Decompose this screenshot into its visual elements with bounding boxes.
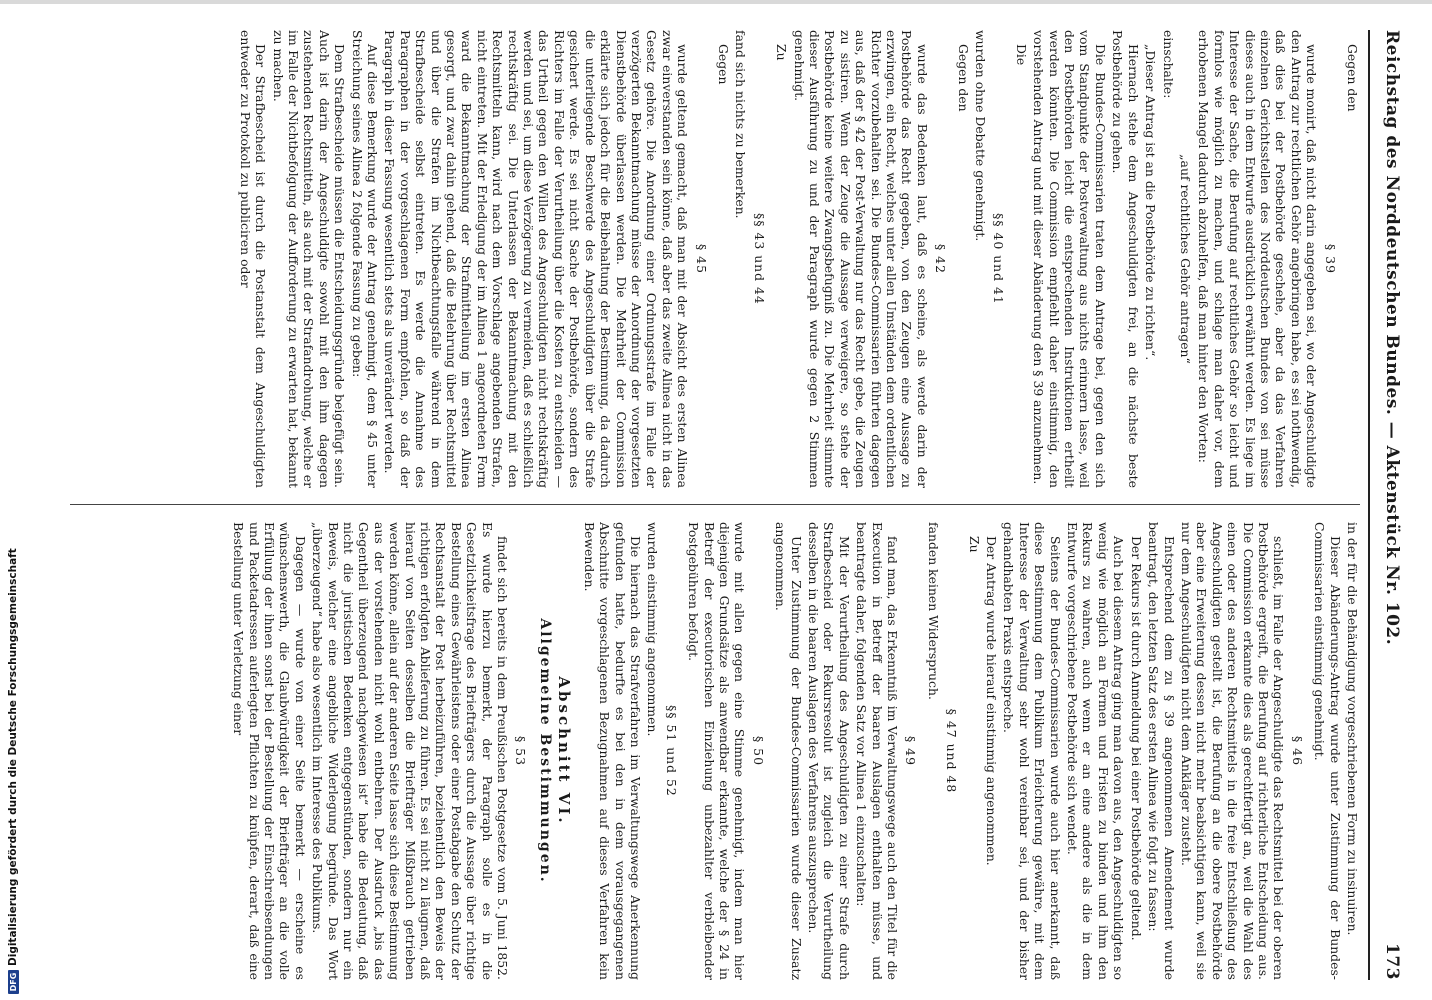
rotated-page	[56, 30, 1406, 980]
paragraph: Der Strafbescheid ist durch die Postanstalt dem Angeschuldigten entweder zu Protokoll zu publiciren oder	[237, 30, 269, 488]
section-number: § 46	[1289, 736, 1305, 766]
paragraph: fand sich nichts zu bemerken.	[733, 30, 749, 219]
paragraph: Entsprechend dem zu § 39 angenommenen Amendement wurde beantragt, den letzten Satz des ersten Alinea wie folgt zu fassen:	[1146, 522, 1177, 980]
running-title: Reichstag des Norddeutschen Bundes. — Aktenstück Nr. 102.	[1382, 30, 1402, 646]
scan-edge	[0, 0, 1432, 4]
paragraph: Gegen den	[1345, 44, 1360, 112]
paragraph: Zu	[774, 44, 790, 61]
paragraph: wurde monirt, daß nicht darin angegeben sei, wo der Angeschuldigte den Antrag zur rechtlichen Gehör angebringen habe, es sei nothwendig, daß dies bei der Postbehörde geschehe, aber da das Verfahren einzelnen Gerichtsstellen des Norddeutschen Bundes von sei müsse dieses auch in dem Entwurfe ausdrücklich erwähnt werden. Es liege im Interesse der Sache, die Berufung auf rechtliches Gehör so leicht und formlos wie möglich zu machen, und schlage man daher vor, dem erhobenen Mangel dadurch abzuhelfen, daß man hinter den Worten:	[1196, 30, 1320, 488]
dfg-logo: DFG	[8, 970, 19, 994]
page-number: 173	[1382, 943, 1402, 980]
paragraph: fand man, das Erkenntniß im Verwaltungswege auch den Titel für die Execution in Betreff der baaren Auslagen enthalten müsse, und beantragte daher, folgenden Satz vor Alinea 1 einzuschalten:	[854, 522, 901, 980]
paragraph: Hiernach stehe dem Angeschuldigten frei, an die nächste beste Postbehörde zu gehen.	[1110, 30, 1141, 488]
paragraph: Dieser Abänderungs-Antrag wurde unter Zustimmung der Bundes-Commissarien einstimmig genehmigt.	[1312, 522, 1343, 980]
paragraph: findet sich bereits in dem Preußischen Postgesetze vom 5. Juni 1852. Es wurde hierzu bemerkt, der Paragraph solle es in die Gesetzlichkeitsfrage des Briefträgers durch die Aussage über richtige Bestellung eines Gewährleistens oder einer Postabgabe den Schutz der Rechtsanstalt der Post herbeizuführen, beziehentlich den Beweis der richtigen erfolgten Ablieferung zu führen. Es sei nicht zu läugnen, daß hierauf von Seiten desselben die Briefträger Mißbrauch getrieben werden könne, allein auf der anderen Seite lasse sich diese Bestimmung aus der vorstehenden nicht wohl entbehren. Der Ausdruck „bis das Gegentheil überzeugend nachgewiesen ist“ habe die Bedeutung, daß nicht die juristischen Bedenken entgegenstünden, sondern nur ein Beweis, welcher eine angebliche Widerlegung begründe. Das Wort „überzeugend“ habe also wesentlich im Interesse des Publikums.	[310, 522, 511, 980]
paragraph: wurden einstimmig angenommen.	[645, 522, 661, 737]
section-number: §§ 40 und 41	[991, 213, 1007, 305]
paragraph: fanden keinen Widerspruch.	[925, 522, 941, 700]
chapter-subheading: Allgemeine Bestimmungen.	[536, 618, 553, 884]
section-number: § 53	[513, 736, 529, 766]
paragraph: Unter Zustimmung der Bundes-Commissarien wurde dieser Zusatz angenommen.	[773, 522, 804, 980]
paragraph: Der Antrag wurde hierauf einstimmig angenommen.	[984, 536, 1000, 866]
paragraph: Die Bundes-Commissarien traten dem Antrage bei, gegen den sich vom Standpunkte der Postverwaltung aus nichts erinnern lasse, weil den Postbehörden leicht die entsprechenden Instruktionen ertheilt werden könnten. Die Commission empfiehlt daher einstimmig, den vorstehenden Antrag und mit dieser Abänderung den § 39 anzunehmen.	[1031, 30, 1108, 488]
paragraph: Auch bei diesem Antrag ging man davon aus, den Angeschuldigten so wenig wie möglich an Formen und Fristen zu binden und ihm den Rekurs zu wahren, auch wenn er an eine andere als die in dem Entwurfe vorgeschriebene Postbehörde sich wendet.	[1065, 522, 1127, 980]
paragraph: einschalte:	[1160, 30, 1176, 99]
paragraph: Mit der Verurtheilung des Angeschuldigten zu einer Strafe durch Strafbescheid oder Rekursresolut ist zugleich die Verurtheilung desselben in die baaren Auslagen des Verfahrens auszusprechen.	[806, 522, 852, 980]
paragraph: in der für die Behändigung vorgeschriebenen Form zu insinuiren.	[1345, 522, 1360, 936]
paragraph: Die	[1013, 44, 1029, 66]
page-header	[1376, 30, 1406, 980]
paragraph: Gegen	[715, 44, 731, 85]
section-number: §§ 43 und 44	[751, 213, 767, 305]
section-number: § 45	[693, 244, 709, 274]
credit-text: Digitalisierung gefördert durch die Deutsche Forschungsgemeinschaft	[7, 548, 19, 966]
paragraph: Zu	[966, 536, 982, 553]
paragraph: Dem Strafbescheide müssen die Entscheidungsgründe beigefügt sein. Auch ist darin der Angeschuldigte sowohl mit den ihm dagegen zustehenden Rechtsmitteln, als auch mit der Strafandrohung, welche er im Falle der Nichtbefolgung der Aufforderung zu erwarten hat, bekannt zu machen.	[270, 30, 348, 488]
quoted-phrase: „auf rechtliches Gehör antragen“	[1177, 154, 1193, 364]
section-number: § 42	[933, 244, 949, 274]
header-rule	[1368, 30, 1370, 980]
paragraph: „Dieser Antrag ist an die Postbehörde zu richten“.	[1143, 44, 1159, 361]
paragraph: wurde geltend gemacht, daß man mit der Absicht des ersten Alinea zwar einverstanden sein könne, daß aber das zweite Alinea nicht in das Gesetz gehöre. Die Anordnung einer Ordnungsstrafe im Falle der verzögerten Bekanntmachung müsse der Anordnung der vorgesetzten Dienstbehörde überlassen werden. Die Mehrheit der Commission erklärte sich jedoch für die Beibehaltung der Bestimmung, da dadurch die unterliegende Beschwerde des Angeschuldigten über die Strafe gesichert werde. Es sei nicht Sache der Postbehörde, sondern des Richters im Falle der Verurtheilung über die Kosten zu entscheiden — das Urtheil gegen den Willen des Angeschuldigten nicht rechtskräftig werden und sei, um diese Verzögerung zu vermeiden, daß es schließlich rechtskräftig sei. Die Unterlassen der Bekanntmachung mit den Rechtsmitteln kann, wird nach dem Vorschlage angebenden Strafen, nicht eintreten. Mit der Erledigung der im Alinea 1 angeordneten Form ward die Bekanntmachung der Strafmittheilung im ersten Alinea gesorgt, und zwar dahin gehend, daß die Belehrung über Rechtsmittel und über die Strafen im Nichtbeachtungsfalle während in dem Strafbescheide selbst eintreten. Es werde die Annahme des Paragraphen in der vorgeschlagenen Form empfohlen, so daß der Paragraph in dieser Fassung wesentlich stets als unverändert werden.	[382, 30, 691, 488]
paragraph: Gegen den	[955, 44, 971, 112]
chapter-heading: Abschnitt VI.	[555, 676, 574, 826]
paragraph: Dagegen — wurde von einer Seite bemerkt — erscheine es wünschenswerth, die Glaubwürdigkeit der Briefträger an die volle Erfüllung der ihnen sonst bei der Bestellung der Einschreibsendungen und Packetadressen auferlegten Pflichten zu knüpfen, derart, daß eine Bestellung unter Verletzung einer	[231, 522, 308, 980]
section-number: § 50	[750, 736, 766, 766]
column-divider	[70, 504, 1360, 505]
paragraph: wurden ohne Debatte genehmigt.	[973, 30, 989, 242]
left-column	[70, 30, 1360, 488]
paragraph: wurde mit allen gegen eine Stimme genehmigt, indem man hier diejenigen Grundsätze als anwendbar erkannte, welche der § 24 in Betreff der executorischen Einziehung unbezahlter verbleibender Postgebühren befolgt.	[686, 522, 748, 980]
digitization-credit	[6, 548, 20, 994]
section-number: § 47 und 48	[944, 708, 960, 794]
section-number: § 49	[903, 736, 919, 766]
right-column	[70, 522, 1360, 980]
section-number: §§ 51 und 52	[663, 705, 679, 797]
paragraph: Seitens der Bundes-Commissarien wurde auch hier anerkannt, daß diese Bestimmung dem Publikum Erleichterung gewähre, mit dem Interesse der Verwaltung sehr wohl vereinbar sei, und der bisher gehandhabten Praxis entspreche.	[1001, 522, 1063, 980]
section-number: § 39	[1322, 244, 1338, 274]
paragraph: schließt, im Falle der Angeschuldigte das Rechtsmittel bei der oberen Postbehörde ergreift, die Berufung auf richterliche Entscheidung aus. Die Commission erkannte dies als gerechtfertigt an, weil die Wahl des einen oder des anderen Rechtsmittels in die freie Entschließung des Angeschuldigten gestellt ist, die Berufung an die obere Postbehörde aber eine Erweiterung dessen nicht mehr beabsichtigen kann, weil sie nur dem Angeschuldigten nicht dem Ankläger zusteht.	[1178, 522, 1287, 980]
paragraph: Auf diese Bemerkung wurde der Antrag genehmigt, dem § 45 unter Streichung seines Alinea 2 folgende Fassung zu geben:	[349, 30, 381, 488]
paragraph: wurde das Bedenken laut, daß es scheine, als werde darin der Postbehörde das Recht gegeben, von den Zeugen eine Aussage zu erzwingen, ein Recht, welches unter allen Umständen dem ordentlichen Richter vorzubehalten sei. Die Bundes-Commissarien führten dagegen aus, daß der § 42 der Post-Verwaltung nur das Recht gebe, die Zeugen zu sistiren. Wenn der Zeuge die Aussage verweigere, so stehe der Postbehörde keine weitere Zwangsbefugniß zu. Die Mehrheit stimmte dieser Ausführung zu und der Paragraph wurde gegen 2 Stimmen genehmigt.	[791, 30, 930, 488]
paragraph: Die hiernach das Strafverfahren im Verwaltungswege Anerkennung gefunden hatte, bedurfte es bei den in dem vorausgegangenen Abschnitte vorgeschlagenen Bezugnahmen auf dieses Verfahren kein Bewenden.	[581, 522, 643, 980]
paragraph: Der Rekurs ist durch Anmeldung bei einer Postbehörde geltend.	[1128, 536, 1144, 941]
